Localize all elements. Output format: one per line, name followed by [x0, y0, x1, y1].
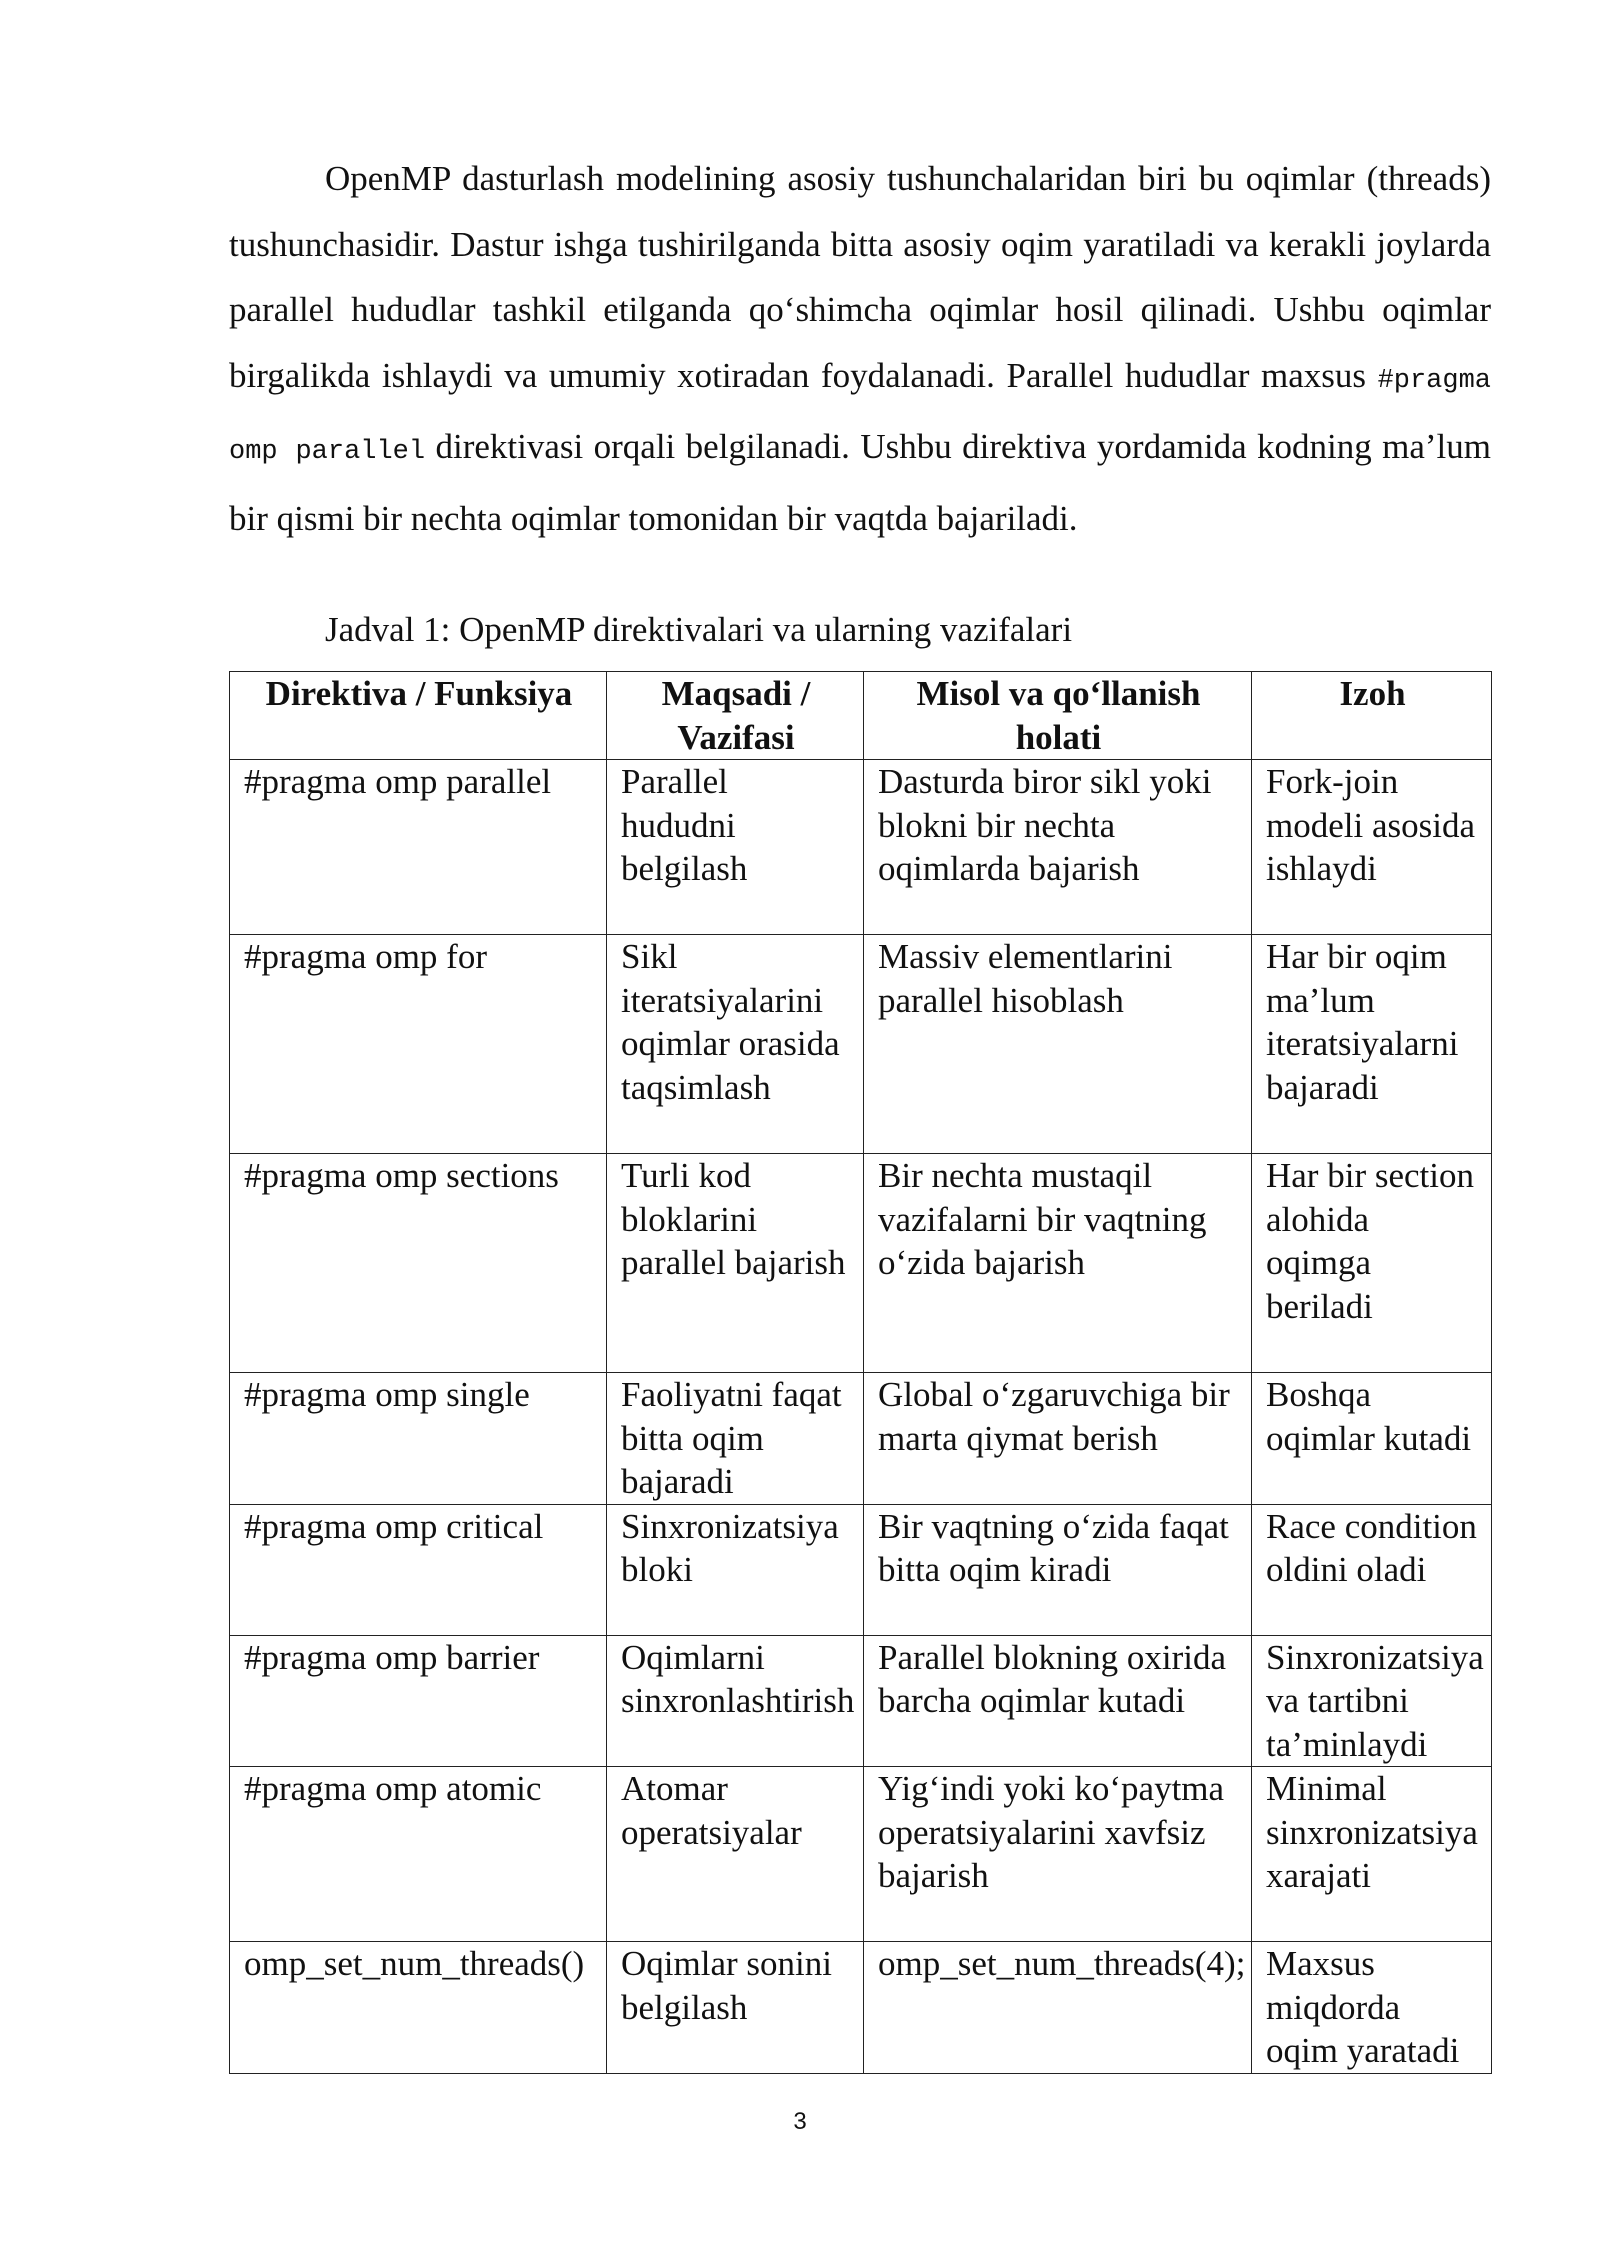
directives-table [229, 671, 1492, 2074]
cell-note: Minimal sinxronizatsiya xarajati [1252, 1767, 1492, 1942]
cell-example: Bir vaqtning o‘zida faqat bitta oqim kiradi [864, 1504, 1252, 1635]
cell-note: Sinxronizatsiya va tartibni ta’minlaydi [1252, 1635, 1492, 1767]
cell-purpose: Sinxronizatsiya bloki [607, 1504, 864, 1635]
cell-purpose: Faoliyatni faqat bitta oqim bajaradi [607, 1373, 864, 1505]
cell-example: Bir nechta mustaqil vazifalarni bir vaqtning o‘zida bajarish [864, 1154, 1252, 1373]
cell-purpose: Turli kod bloklarini parallel bajarish [607, 1154, 864, 1373]
cell-note: Race condition oldini oladi [1252, 1504, 1492, 1635]
table-row [230, 1767, 1492, 1942]
cell-directive: #pragma omp parallel [230, 760, 607, 935]
table-row [230, 935, 1492, 1154]
cell-note: Maxsus miqdorda oqim yaratadi [1252, 1942, 1492, 2074]
table-row [230, 760, 1492, 935]
cell-note: Har bir section alohida oqimga beriladi [1252, 1154, 1492, 1373]
cell-directive: #pragma omp for [230, 935, 607, 1154]
cell-directive: #pragma omp barrier [230, 1635, 607, 1767]
table-row [230, 1373, 1492, 1505]
table-row [230, 1942, 1492, 2074]
cell-note: Har bir oqim ma’lum iteratsiyalarni bajaradi [1252, 935, 1492, 1154]
paragraph-text-part1: OpenMP dasturlash modelining asosiy tushunchalaridan biri bu oqimlar (threads) tushunchasidir. Dastur ishga tushirilganda bitta asosiy oqim yaratiladi va kerakli joylarda parallel hududlar tashkil etilganda qo‘shimcha oqimlar hosil qilinadi. Ushbu oqimlar birgalikda ishlaydi va umumiy xotiradan foydalanadi. Parallel hududlar maxsus [229, 159, 1491, 395]
cell-example: Massiv elementlarini parallel hisoblash [864, 935, 1252, 1154]
cell-example: Dasturda biror sikl yoki blokni bir nechta oqimlarda bajarish [864, 760, 1252, 935]
cell-directive: #pragma omp sections [230, 1154, 607, 1373]
body-paragraph [229, 146, 1491, 551]
cell-purpose: Oqimlar sonini belgilash [607, 1942, 864, 2074]
cell-directive: omp_set_num_threads() [230, 1942, 607, 2074]
table-caption: Jadval 1: OpenMP direktivalari va ularning vazifalari [325, 610, 1073, 649]
cell-purpose: Atomar operatsiyalar [607, 1767, 864, 1942]
table-row [230, 1154, 1492, 1373]
cell-note: Boshqa oqimlar kutadi [1252, 1373, 1492, 1505]
cell-directive: #pragma omp atomic [230, 1767, 607, 1942]
header-purpose: Maqsadi / Vazifasi [607, 672, 864, 760]
page-number: 3 [793, 2108, 807, 2135]
cell-purpose: Sikl iteratsiyalarini oqimlar orasida taqsimlash [607, 935, 864, 1154]
cell-directive: #pragma omp single [230, 1373, 607, 1505]
header-example: Misol va qo‘llanish holati [864, 672, 1252, 760]
cell-directive: #pragma omp critical [230, 1504, 607, 1635]
table-row [230, 1635, 1492, 1767]
table-header-row [230, 672, 1492, 760]
cell-purpose: Oqimlarni sinxronlashtirish [607, 1635, 864, 1767]
cell-note: Fork-join modeli asosida ishlaydi [1252, 760, 1492, 935]
cell-purpose: Parallel hududni belgilash [607, 760, 864, 935]
header-directive: Direktiva / Funksiya [230, 672, 607, 760]
cell-example: Global o‘zgaruvchiga bir marta qiymat berish [864, 1373, 1252, 1505]
cell-example: Parallel blokning oxirida barcha oqimlar kutadi [864, 1635, 1252, 1767]
cell-example: Yig‘indi yoki ko‘paytma operatsiyalarini xavfsiz bajarish [864, 1767, 1252, 1942]
table-row [230, 1504, 1492, 1635]
header-note: Izoh [1252, 672, 1492, 760]
paragraph-text-part2: direktivasi orqali belgilanadi. Ushbu direktiva yordamida kodning ma’lum bir qismi bir nechta oqimlar tomonidan bir vaqtda bajariladi. [229, 427, 1491, 538]
cell-example: omp_set_num_threads(4); [864, 1942, 1252, 2074]
inline-code: #pragma omp parallel [229, 365, 1491, 467]
